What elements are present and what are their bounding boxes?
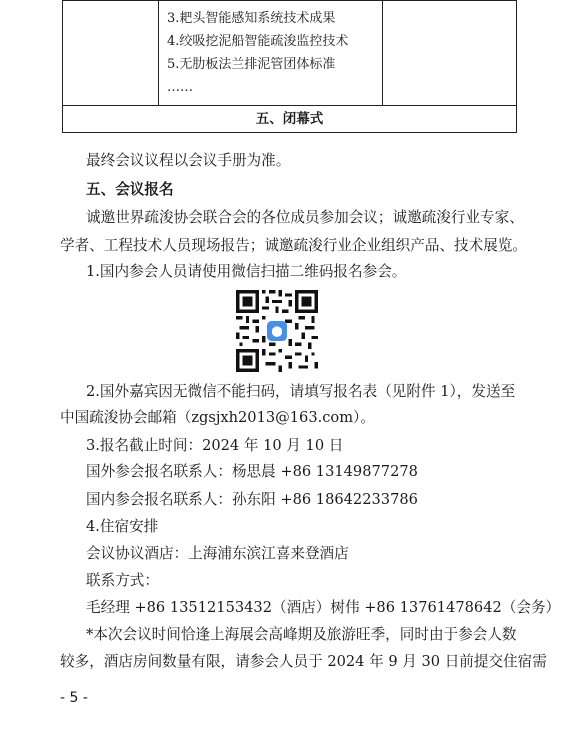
page-number: - 5 - xyxy=(60,690,88,706)
paragraph-line: 学者、工程技术人员现场报告；诚邀疏浚行业企业组织产品、技术展览。 xyxy=(60,237,528,254)
list-item: 3.耙头智能感知系统技术成果 xyxy=(167,11,336,26)
registration-deadline: 3.报名截止时间：2024 年 10 月 10 日 xyxy=(86,437,344,454)
lodging-title: 4.住宿安排 xyxy=(86,518,159,535)
closing-ceremony-title: 五、闭幕式 xyxy=(63,106,517,133)
paragraph-line: 2.国外嘉宾因无微信不能扫码，请填写报名表（见附件 1），发送至 xyxy=(86,383,516,400)
paragraph-line: *本次会议时间恰逢上海展会高峰期及旅游旺季，同时由于参会人数 xyxy=(86,626,517,643)
contact-email-line: 中国疏浚协会邮箱（zgsjxh2013@163.com）。 xyxy=(60,409,375,426)
agenda-table xyxy=(62,0,517,133)
table-row xyxy=(63,1,517,106)
table-row xyxy=(63,106,517,133)
list-item: 5.无肋板法兰排泥管团体标准 xyxy=(167,57,336,72)
list-item: 4.绞吸挖泥船智能疏浚监控技术 xyxy=(167,34,349,49)
table-cell-empty xyxy=(383,1,517,106)
paragraph-line: 诚邀世界疏浚协会联合会的各位成员参加会议；诚邀疏浚行业专家、 xyxy=(86,209,524,226)
list-item: …… xyxy=(167,80,193,95)
section-title: 五、会议报名 xyxy=(86,181,174,198)
domestic-contact: 国内参会报名联系人：孙东阳 +86 18642233786 xyxy=(86,491,418,508)
table-cell-items xyxy=(159,1,383,106)
hotel-name: 会议协议酒店：上海浦东滨江喜来登酒店 xyxy=(86,545,349,562)
agenda-note: 最终会议议程以会议手册为准。 xyxy=(86,152,291,169)
paragraph-line: 较多，酒店房间数量有限，请参会人员于 2024 年 9 月 30 日前提交住宿需 xyxy=(60,653,547,670)
paragraph-line: 1.国内参会人员请使用微信扫描二维码报名参会。 xyxy=(86,263,407,280)
table-cell-empty xyxy=(63,1,159,106)
foreign-contact: 国外参会报名联系人：杨思晨 +86 13149877278 xyxy=(86,463,418,480)
contact-way-label: 联系方式： xyxy=(86,572,159,589)
hotel-contacts: 毛经理 +86 13512153432（酒店）树伟 +86 13761478642（会务） xyxy=(86,599,561,616)
registration-qr-code xyxy=(236,290,318,372)
